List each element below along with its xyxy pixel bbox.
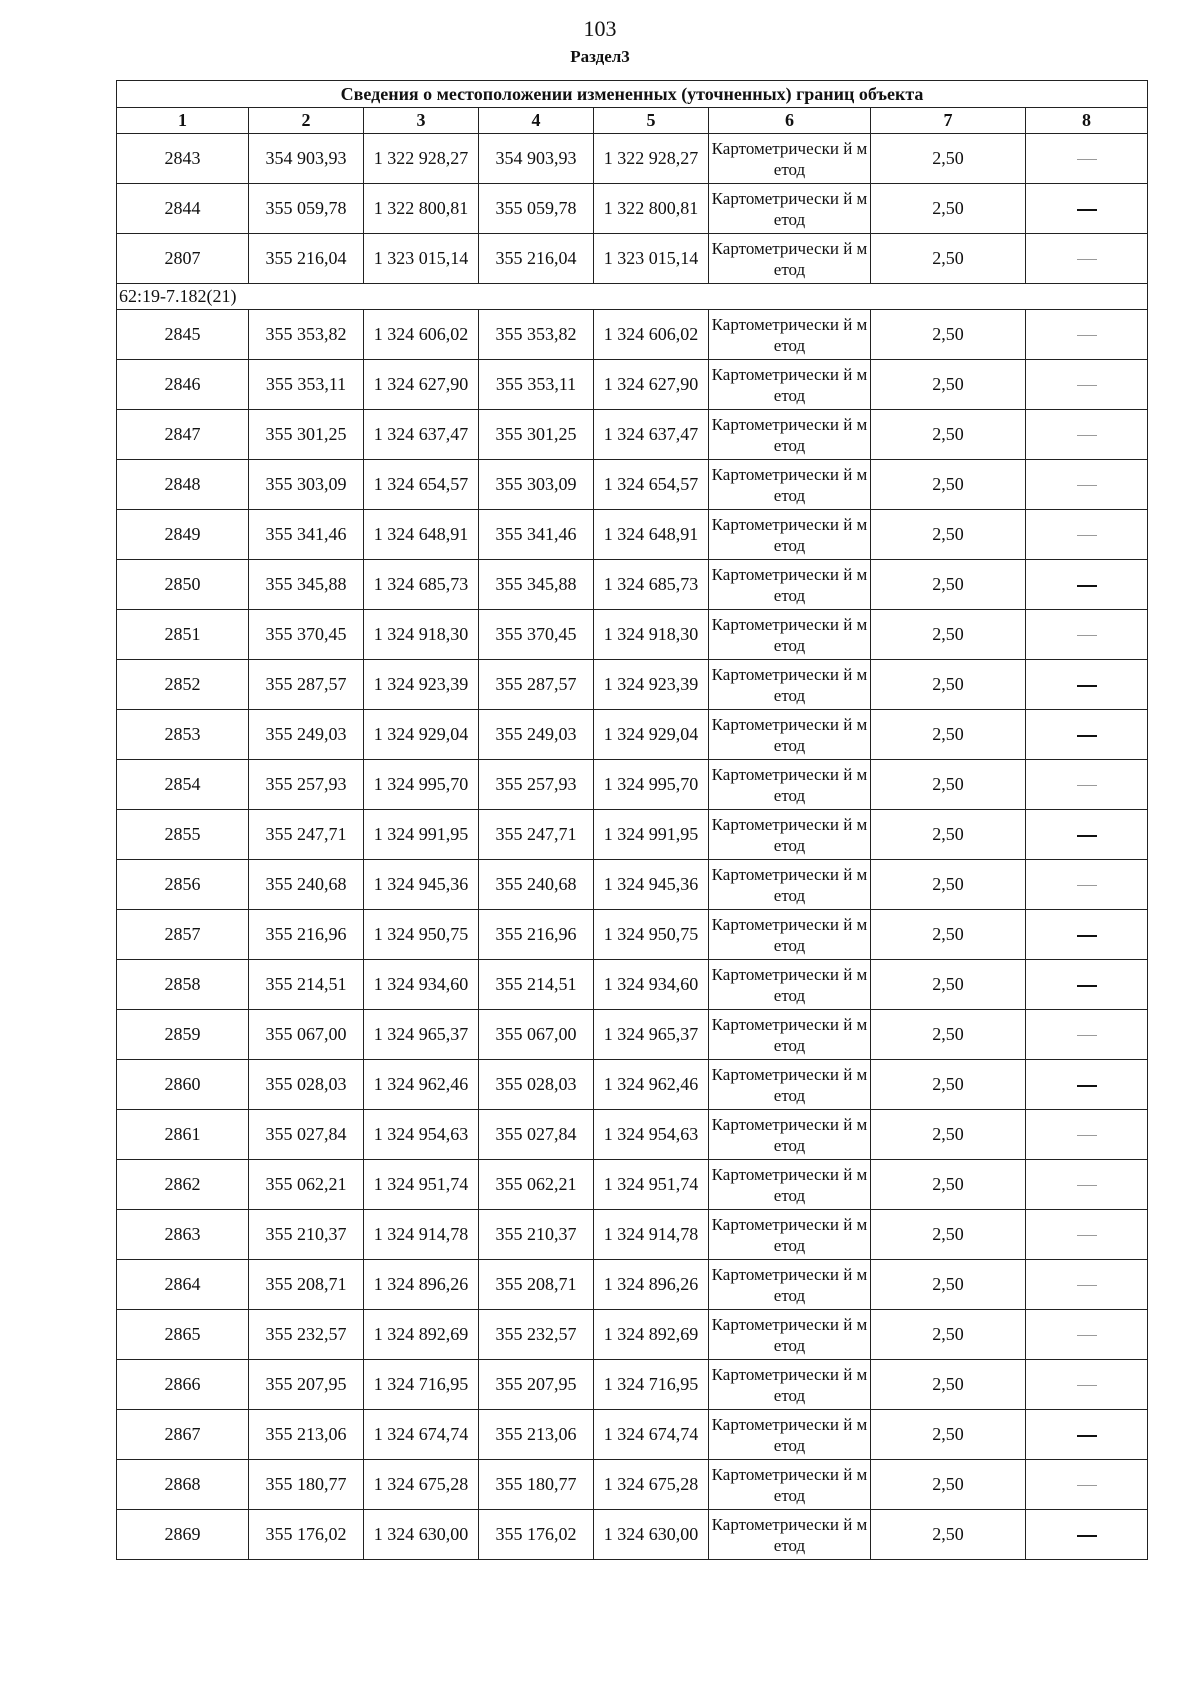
point-number: 2859 <box>117 1010 249 1060</box>
table-row <box>117 1460 1148 1510</box>
y-coordinate-old: 1 324 954,63 <box>364 1110 479 1160</box>
note-cell <box>1026 1210 1148 1260</box>
determination-method: Картометрически й метод <box>709 134 871 184</box>
y-coordinate-new: 1 324 716,95 <box>594 1360 709 1410</box>
y-coordinate-new: 1 324 627,90 <box>594 360 709 410</box>
determination-method: Картометрически й метод <box>709 660 871 710</box>
point-number: 2868 <box>117 1460 249 1510</box>
x-coordinate-new: 355 240,68 <box>479 860 594 910</box>
x-coordinate-old: 355 059,78 <box>249 184 364 234</box>
y-coordinate-old: 1 324 965,37 <box>364 1010 479 1060</box>
x-coordinate-old: 355 180,77 <box>249 1460 364 1510</box>
determination-method: Картометрически й метод <box>709 1360 871 1410</box>
x-coordinate-old: 355 345,88 <box>249 560 364 610</box>
y-coordinate-new: 1 324 637,47 <box>594 410 709 460</box>
y-coordinate-old: 1 324 945,36 <box>364 860 479 910</box>
x-coordinate-new: 355 247,71 <box>479 810 594 860</box>
determination-method: Картометрически й метод <box>709 560 871 610</box>
table-row <box>117 310 1148 360</box>
y-coordinate-old: 1 324 606,02 <box>364 310 479 360</box>
y-coordinate-old: 1 324 951,74 <box>364 1160 479 1210</box>
point-number: 2857 <box>117 910 249 960</box>
note-cell <box>1026 1060 1148 1110</box>
note-dash <box>1077 1135 1097 1136</box>
accuracy-value: 2,50 <box>871 1410 1026 1460</box>
x-coordinate-new: 355 232,57 <box>479 1310 594 1360</box>
x-coordinate-new: 355 027,84 <box>479 1110 594 1160</box>
x-coordinate-new: 355 353,11 <box>479 360 594 410</box>
y-coordinate-old: 1 324 923,39 <box>364 660 479 710</box>
note-dash <box>1077 1385 1097 1386</box>
point-number: 2854 <box>117 760 249 810</box>
note-dash <box>1077 209 1097 211</box>
point-number: 2849 <box>117 510 249 560</box>
note-cell <box>1026 960 1148 1010</box>
determination-method: Картометрически й метод <box>709 710 871 760</box>
note-dash <box>1077 1085 1097 1087</box>
note-cell <box>1026 310 1148 360</box>
x-coordinate-new: 355 180,77 <box>479 1460 594 1510</box>
column-number: 5 <box>594 108 709 134</box>
note-dash <box>1077 259 1097 260</box>
x-coordinate-old: 355 210,37 <box>249 1210 364 1260</box>
x-coordinate-new: 355 208,71 <box>479 1260 594 1310</box>
point-number: 2850 <box>117 560 249 610</box>
x-coordinate-old: 355 232,57 <box>249 1310 364 1360</box>
note-cell <box>1026 410 1148 460</box>
y-coordinate-new: 1 324 654,57 <box>594 460 709 510</box>
accuracy-value: 2,50 <box>871 1260 1026 1310</box>
x-coordinate-old: 355 247,71 <box>249 810 364 860</box>
x-coordinate-new: 355 210,37 <box>479 1210 594 1260</box>
point-number: 2865 <box>117 1310 249 1360</box>
x-coordinate-old: 355 208,71 <box>249 1260 364 1310</box>
table-row <box>117 1360 1148 1410</box>
column-number: 2 <box>249 108 364 134</box>
y-coordinate-old: 1 324 929,04 <box>364 710 479 760</box>
x-coordinate-new: 355 345,88 <box>479 560 594 610</box>
note-dash <box>1077 159 1097 160</box>
y-coordinate-old: 1 324 675,28 <box>364 1460 479 1510</box>
x-coordinate-old: 355 216,04 <box>249 234 364 284</box>
x-coordinate-old: 355 067,00 <box>249 1010 364 1060</box>
x-coordinate-new: 355 303,09 <box>479 460 594 510</box>
x-coordinate-new: 355 287,57 <box>479 660 594 710</box>
y-coordinate-old: 1 324 950,75 <box>364 910 479 960</box>
note-dash <box>1077 735 1097 737</box>
determination-method: Картометрически й метод <box>709 960 871 1010</box>
point-number: 2855 <box>117 810 249 860</box>
table-caption-row <box>117 81 1148 108</box>
accuracy-value: 2,50 <box>871 410 1026 460</box>
accuracy-value: 2,50 <box>871 1310 1026 1360</box>
note-cell <box>1026 1310 1148 1360</box>
determination-method: Картометрически й метод <box>709 1510 871 1560</box>
determination-method: Картометрически й метод <box>709 460 871 510</box>
determination-method: Картометрически й метод <box>709 1310 871 1360</box>
note-dash <box>1077 435 1097 436</box>
table-row <box>117 910 1148 960</box>
table-row <box>117 1260 1148 1310</box>
note-dash <box>1077 1185 1097 1186</box>
determination-method: Картометрически й метод <box>709 234 871 284</box>
x-coordinate-new: 355 059,78 <box>479 184 594 234</box>
y-coordinate-old: 1 324 995,70 <box>364 760 479 810</box>
determination-method: Картометрически й метод <box>709 860 871 910</box>
y-coordinate-new: 1 324 923,39 <box>594 660 709 710</box>
accuracy-value: 2,50 <box>871 860 1026 910</box>
note-cell <box>1026 510 1148 560</box>
x-coordinate-new: 355 207,95 <box>479 1360 594 1410</box>
point-number: 2845 <box>117 310 249 360</box>
point-number: 2863 <box>117 1210 249 1260</box>
x-coordinate-new: 355 353,82 <box>479 310 594 360</box>
y-coordinate-new: 1 324 991,95 <box>594 810 709 860</box>
table-row <box>117 1010 1148 1060</box>
y-coordinate-old: 1 324 716,95 <box>364 1360 479 1410</box>
accuracy-value: 2,50 <box>871 560 1026 610</box>
point-number: 2858 <box>117 960 249 1010</box>
table-row <box>117 460 1148 510</box>
x-coordinate-new: 355 176,02 <box>479 1510 594 1560</box>
table-row <box>117 960 1148 1010</box>
table-row <box>117 660 1148 710</box>
y-coordinate-new: 1 324 648,91 <box>594 510 709 560</box>
x-coordinate-old: 355 062,21 <box>249 1160 364 1210</box>
x-coordinate-old: 355 287,57 <box>249 660 364 710</box>
table-row <box>117 234 1148 284</box>
y-coordinate-old: 1 324 962,46 <box>364 1060 479 1110</box>
y-coordinate-new: 1 322 928,27 <box>594 134 709 184</box>
accuracy-value: 2,50 <box>871 460 1026 510</box>
table-row <box>117 710 1148 760</box>
accuracy-value: 2,50 <box>871 184 1026 234</box>
determination-method: Картометрически й метод <box>709 1460 871 1510</box>
determination-method: Картометрически й метод <box>709 810 871 860</box>
y-coordinate-old: 1 324 627,90 <box>364 360 479 410</box>
x-coordinate-old: 355 240,68 <box>249 860 364 910</box>
x-coordinate-old: 355 213,06 <box>249 1410 364 1460</box>
y-coordinate-new: 1 324 892,69 <box>594 1310 709 1360</box>
x-coordinate-old: 354 903,93 <box>249 134 364 184</box>
y-coordinate-new: 1 324 606,02 <box>594 310 709 360</box>
section-title: Раздел3 <box>570 47 630 66</box>
note-dash <box>1077 1535 1097 1537</box>
determination-method: Картометрически й метод <box>709 760 871 810</box>
determination-method: Картометрически й метод <box>709 610 871 660</box>
table-row <box>117 510 1148 560</box>
column-number: 7 <box>871 108 1026 134</box>
note-cell <box>1026 134 1148 184</box>
y-coordinate-new: 1 324 954,63 <box>594 1110 709 1160</box>
accuracy-value: 2,50 <box>871 1360 1026 1410</box>
point-number: 2866 <box>117 1360 249 1410</box>
table-row <box>117 184 1148 234</box>
parcel-label: 62:19-7.182(21) <box>117 284 1148 310</box>
accuracy-value: 2,50 <box>871 1210 1026 1260</box>
x-coordinate-new: 355 370,45 <box>479 610 594 660</box>
column-numbers-row <box>117 108 1148 134</box>
x-coordinate-old: 355 257,93 <box>249 760 364 810</box>
note-cell <box>1026 1410 1148 1460</box>
determination-method: Картометрически й метод <box>709 1160 871 1210</box>
note-cell <box>1026 1010 1148 1060</box>
note-cell <box>1026 1510 1148 1560</box>
accuracy-value: 2,50 <box>871 660 1026 710</box>
x-coordinate-old: 355 303,09 <box>249 460 364 510</box>
accuracy-value: 2,50 <box>871 1010 1026 1060</box>
x-coordinate-old: 355 341,46 <box>249 510 364 560</box>
note-dash <box>1077 1435 1097 1437</box>
point-number: 2846 <box>117 360 249 410</box>
x-coordinate-old: 355 353,11 <box>249 360 364 410</box>
y-coordinate-old: 1 324 630,00 <box>364 1510 479 1560</box>
accuracy-value: 2,50 <box>871 1160 1026 1210</box>
note-dash <box>1077 985 1097 987</box>
point-number: 2864 <box>117 1260 249 1310</box>
page-number: 103 <box>583 16 617 41</box>
y-coordinate-old: 1 324 637,47 <box>364 410 479 460</box>
table-row <box>117 560 1148 610</box>
column-number: 4 <box>479 108 594 134</box>
note-dash <box>1077 785 1097 786</box>
note-dash <box>1077 1285 1097 1286</box>
determination-method: Картометрически й метод <box>709 1110 871 1160</box>
x-coordinate-new: 355 216,96 <box>479 910 594 960</box>
note-cell <box>1026 610 1148 660</box>
note-cell <box>1026 360 1148 410</box>
note-dash <box>1077 485 1097 486</box>
note-cell <box>1026 810 1148 860</box>
determination-method: Картометрически й метод <box>709 410 871 460</box>
y-coordinate-new: 1 324 896,26 <box>594 1260 709 1310</box>
table-row <box>117 134 1148 184</box>
determination-method: Картометрически й метод <box>709 1210 871 1260</box>
x-coordinate-old: 355 216,96 <box>249 910 364 960</box>
note-cell <box>1026 184 1148 234</box>
note-cell <box>1026 860 1148 910</box>
note-cell <box>1026 1360 1148 1410</box>
note-dash <box>1077 835 1097 837</box>
y-coordinate-new: 1 324 951,74 <box>594 1160 709 1210</box>
y-coordinate-old: 1 324 918,30 <box>364 610 479 660</box>
x-coordinate-new: 354 903,93 <box>479 134 594 184</box>
x-coordinate-new: 355 301,25 <box>479 410 594 460</box>
note-dash <box>1077 685 1097 687</box>
accuracy-value: 2,50 <box>871 1460 1026 1510</box>
coordinates-table <box>116 80 1148 1560</box>
accuracy-value: 2,50 <box>871 234 1026 284</box>
x-coordinate-new: 355 213,06 <box>479 1410 594 1460</box>
table-row <box>117 1110 1148 1160</box>
accuracy-value: 2,50 <box>871 510 1026 560</box>
table-body <box>117 134 1148 1560</box>
y-coordinate-new: 1 324 950,75 <box>594 910 709 960</box>
y-coordinate-new: 1 324 674,74 <box>594 1410 709 1460</box>
note-dash <box>1077 335 1097 336</box>
x-coordinate-old: 355 353,82 <box>249 310 364 360</box>
x-coordinate-old: 355 027,84 <box>249 1110 364 1160</box>
table-row <box>117 1160 1148 1210</box>
table-row <box>117 410 1148 460</box>
y-coordinate-new: 1 324 934,60 <box>594 960 709 1010</box>
accuracy-value: 2,50 <box>871 1510 1026 1560</box>
y-coordinate-old: 1 322 928,27 <box>364 134 479 184</box>
y-coordinate-new: 1 324 995,70 <box>594 760 709 810</box>
y-coordinate-new: 1 324 630,00 <box>594 1510 709 1560</box>
point-number: 2869 <box>117 1510 249 1560</box>
point-number: 2844 <box>117 184 249 234</box>
note-cell <box>1026 234 1148 284</box>
note-cell <box>1026 560 1148 610</box>
table-row <box>117 810 1148 860</box>
y-coordinate-old: 1 324 914,78 <box>364 1210 479 1260</box>
x-coordinate-new: 355 249,03 <box>479 710 594 760</box>
note-dash <box>1077 635 1097 636</box>
point-number: 2848 <box>117 460 249 510</box>
y-coordinate-new: 1 324 962,46 <box>594 1060 709 1110</box>
table-row <box>117 1060 1148 1110</box>
note-dash <box>1077 1335 1097 1336</box>
determination-method: Картометрически й метод <box>709 1410 871 1460</box>
determination-method: Картометрически й метод <box>709 1010 871 1060</box>
x-coordinate-old: 355 028,03 <box>249 1060 364 1110</box>
x-coordinate-old: 355 370,45 <box>249 610 364 660</box>
x-coordinate-new: 355 062,21 <box>479 1160 594 1210</box>
accuracy-value: 2,50 <box>871 1110 1026 1160</box>
point-number: 2852 <box>117 660 249 710</box>
note-dash <box>1077 585 1097 587</box>
point-number: 2847 <box>117 410 249 460</box>
y-coordinate-new: 1 323 015,14 <box>594 234 709 284</box>
note-cell <box>1026 910 1148 960</box>
note-cell <box>1026 1110 1148 1160</box>
determination-method: Картометрически й метод <box>709 184 871 234</box>
x-coordinate-new: 355 341,46 <box>479 510 594 560</box>
point-number: 2861 <box>117 1110 249 1160</box>
y-coordinate-new: 1 324 918,30 <box>594 610 709 660</box>
note-cell <box>1026 1260 1148 1310</box>
determination-method: Картометрически й метод <box>709 510 871 560</box>
note-dash <box>1077 885 1097 886</box>
column-number: 6 <box>709 108 871 134</box>
column-number: 1 <box>117 108 249 134</box>
point-number: 2862 <box>117 1160 249 1210</box>
y-coordinate-new: 1 324 685,73 <box>594 560 709 610</box>
determination-method: Картометрически й метод <box>709 360 871 410</box>
x-coordinate-new: 355 028,03 <box>479 1060 594 1110</box>
point-number: 2853 <box>117 710 249 760</box>
note-cell <box>1026 660 1148 710</box>
note-cell <box>1026 460 1148 510</box>
y-coordinate-new: 1 322 800,81 <box>594 184 709 234</box>
column-number: 8 <box>1026 108 1148 134</box>
y-coordinate-old: 1 324 991,95 <box>364 810 479 860</box>
y-coordinate-new: 1 324 675,28 <box>594 1460 709 1510</box>
y-coordinate-new: 1 324 965,37 <box>594 1010 709 1060</box>
accuracy-value: 2,50 <box>871 760 1026 810</box>
accuracy-value: 2,50 <box>871 610 1026 660</box>
y-coordinate-old: 1 322 800,81 <box>364 184 479 234</box>
table-row <box>117 760 1148 810</box>
determination-method: Картометрически й метод <box>709 310 871 360</box>
note-dash <box>1077 385 1097 386</box>
note-cell <box>1026 1460 1148 1510</box>
accuracy-value: 2,50 <box>871 810 1026 860</box>
table-row <box>117 1510 1148 1560</box>
accuracy-value: 2,50 <box>871 134 1026 184</box>
x-coordinate-old: 355 207,95 <box>249 1360 364 1410</box>
y-coordinate-old: 1 324 892,69 <box>364 1310 479 1360</box>
column-number: 3 <box>364 108 479 134</box>
x-coordinate-new: 355 216,04 <box>479 234 594 284</box>
x-coordinate-new: 355 214,51 <box>479 960 594 1010</box>
y-coordinate-old: 1 324 685,73 <box>364 560 479 610</box>
table-row <box>117 1310 1148 1360</box>
point-number: 2867 <box>117 1410 249 1460</box>
x-coordinate-old: 355 214,51 <box>249 960 364 1010</box>
table-row <box>117 1210 1148 1260</box>
accuracy-value: 2,50 <box>871 360 1026 410</box>
table-caption: Сведения о местоположении измененных (уточненных) границ объекта <box>117 81 1148 108</box>
point-number: 2856 <box>117 860 249 910</box>
determination-method: Картометрически й метод <box>709 1060 871 1110</box>
x-coordinate-old: 355 176,02 <box>249 1510 364 1560</box>
parcel-label-row <box>117 284 1148 310</box>
determination-method: Картометрически й метод <box>709 1260 871 1310</box>
accuracy-value: 2,50 <box>871 310 1026 360</box>
point-number: 2843 <box>117 134 249 184</box>
x-coordinate-new: 355 067,00 <box>479 1010 594 1060</box>
note-dash <box>1077 535 1097 536</box>
note-dash <box>1077 1235 1097 1236</box>
point-number: 2851 <box>117 610 249 660</box>
y-coordinate-old: 1 324 648,91 <box>364 510 479 560</box>
table-row <box>117 860 1148 910</box>
note-cell <box>1026 1160 1148 1210</box>
table-row <box>117 610 1148 660</box>
note-dash <box>1077 1485 1097 1486</box>
y-coordinate-old: 1 324 654,57 <box>364 460 479 510</box>
table-row <box>117 360 1148 410</box>
note-cell <box>1026 710 1148 760</box>
y-coordinate-old: 1 323 015,14 <box>364 234 479 284</box>
y-coordinate-old: 1 324 674,74 <box>364 1410 479 1460</box>
y-coordinate-old: 1 324 934,60 <box>364 960 479 1010</box>
y-coordinate-new: 1 324 914,78 <box>594 1210 709 1260</box>
determination-method: Картометрически й метод <box>709 910 871 960</box>
note-dash <box>1077 1035 1097 1036</box>
y-coordinate-new: 1 324 929,04 <box>594 710 709 760</box>
point-number: 2807 <box>117 234 249 284</box>
accuracy-value: 2,50 <box>871 960 1026 1010</box>
y-coordinate-old: 1 324 896,26 <box>364 1260 479 1310</box>
point-number: 2860 <box>117 1060 249 1110</box>
table-row <box>117 1410 1148 1460</box>
x-coordinate-old: 355 249,03 <box>249 710 364 760</box>
x-coordinate-old: 355 301,25 <box>249 410 364 460</box>
x-coordinate-new: 355 257,93 <box>479 760 594 810</box>
accuracy-value: 2,50 <box>871 1060 1026 1110</box>
note-cell <box>1026 760 1148 810</box>
note-dash <box>1077 935 1097 937</box>
y-coordinate-new: 1 324 945,36 <box>594 860 709 910</box>
accuracy-value: 2,50 <box>871 710 1026 760</box>
accuracy-value: 2,50 <box>871 910 1026 960</box>
